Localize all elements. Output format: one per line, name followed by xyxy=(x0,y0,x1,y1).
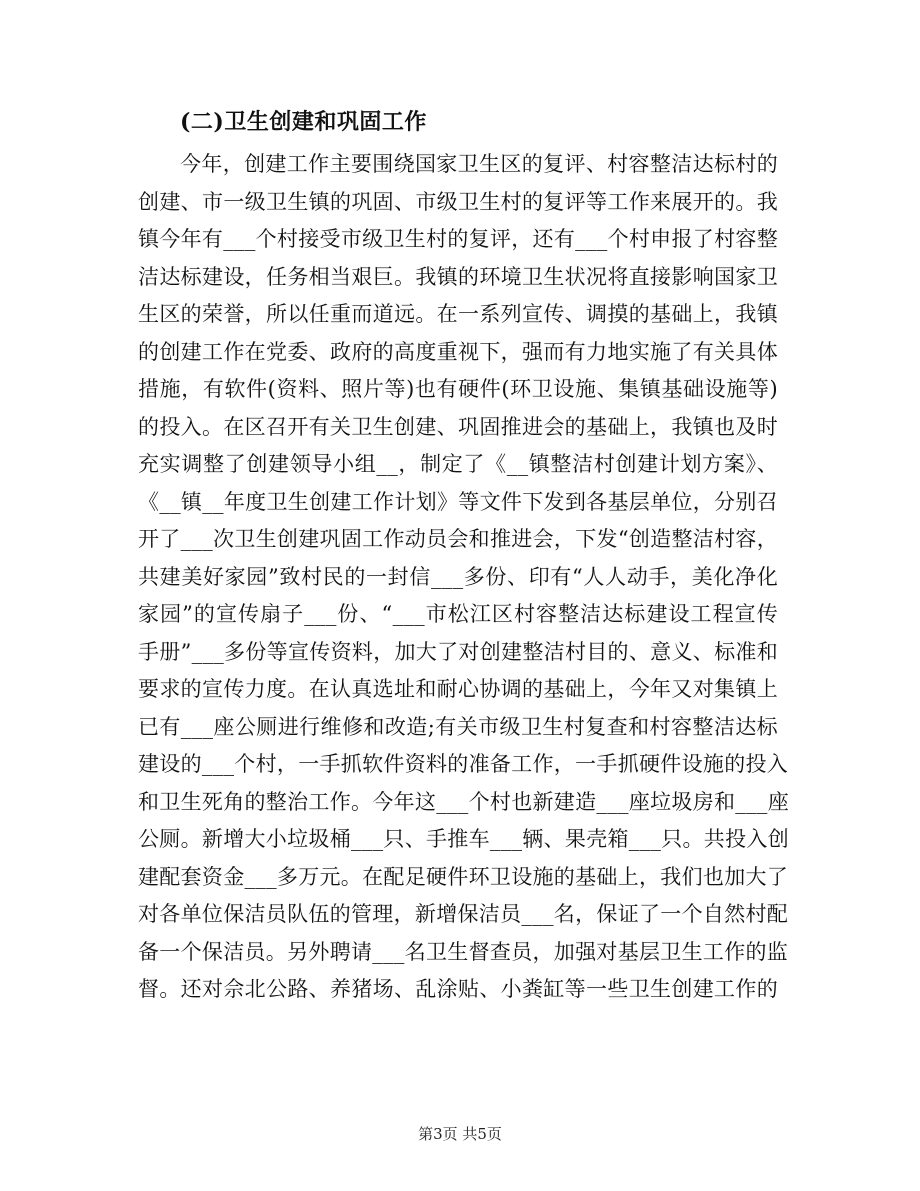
paragraph-line: 和卫生死角的整治工作。今年这___个村也新建造___座垃圾房和___座 xyxy=(138,789,789,814)
paragraph-line: 已有___座公厕进行维修和改造;有关市级卫生村复查和村容整洁达标 xyxy=(138,714,778,739)
page-number: 第3页 共5页 xyxy=(418,1125,502,1143)
paragraph-line: 措施，有软件(资料、照片等)也有硬件(环卫设施、集镇基础设施等) xyxy=(138,377,778,401)
paragraph-line: 手册”___多份等宣传资料，加大了对创建整洁村目的、意义、标准和 xyxy=(138,639,778,664)
paragraph-line: 共建美好家园”致村民的一封信___多份、印有“人人动手，美化净化 xyxy=(138,564,778,589)
paragraph-line: 创建、市一级卫生镇的巩固、市级卫生村的复评等工作来展开的。我 xyxy=(138,189,778,214)
paragraph-line: 对各单位保洁员队伍的管理，新增保洁员___名，保证了一个自然村配 xyxy=(138,902,789,926)
paragraph-line: 镇今年有___个村接受市级卫生村的复评，还有___个村申报了村容整 xyxy=(138,227,778,251)
paragraph-line: 的创建工作在党委、政府的高度重视下，强而有力地实施了有关具体 xyxy=(138,339,778,364)
paragraph-line: 今年，创建工作主要围绕国家卫生区的复评、村容整洁达标村的 xyxy=(180,152,778,176)
paragraph-line: 的投入。在区召开有关卫生创建、巩固推进会的基础上，我镇也及时 xyxy=(138,414,778,439)
paragraph-line: 备一个保洁员。另外聘请___名卫生督查员，加强对基层卫生工作的监 xyxy=(138,939,789,964)
paragraph-line: 生区的荣誉，所以任重而道远。在一系列宣传、调摸的基础上，我镇 xyxy=(138,302,778,326)
paragraph-line: 要求的宣传力度。在认真选址和耐心协调的基础上，今年又对集镇上 xyxy=(138,677,778,701)
paragraph-line: 建设的___个村，一手抓软件资料的准备工作，一手抓硬件设施的投入 xyxy=(138,752,789,776)
paragraph-line: 开了___次卫生创建巩固工作动员会和推进会，下发“创造整洁村容， xyxy=(138,527,778,551)
paragraph-line: 充实调整了创建领导小组__，制定了《__镇整洁村创建计划方案》、 xyxy=(138,452,778,476)
paragraph-line: 家园”的宣传扇子___份、“___市松江区村容整洁达标建设工程宣传 xyxy=(138,602,778,626)
section-heading: (二)卫生创建和巩固工作 xyxy=(180,109,427,135)
paragraph-line: 《__镇__年度卫生创建工作计划》等文件下发到各基层单位，分别召 xyxy=(138,489,778,514)
paragraph-line: 公厕。新增大小垃圾桶___只、手推车___辆、果壳箱___只。共投入创 xyxy=(138,827,789,851)
paragraph-line: 洁达标建设，任务相当艰巨。我镇的环境卫生状况将直接影响国家卫 xyxy=(138,264,778,289)
paragraph-line: 建配套资金___多万元。在配足硬件环卫设施的基础上，我们也加大了 xyxy=(138,864,789,889)
paragraph-line: 督。还对佘北公路、养猪场、乱涂贴、小粪缸等一些卫生创建工作的 xyxy=(138,977,778,1001)
body-paragraph xyxy=(138,146,789,1009)
